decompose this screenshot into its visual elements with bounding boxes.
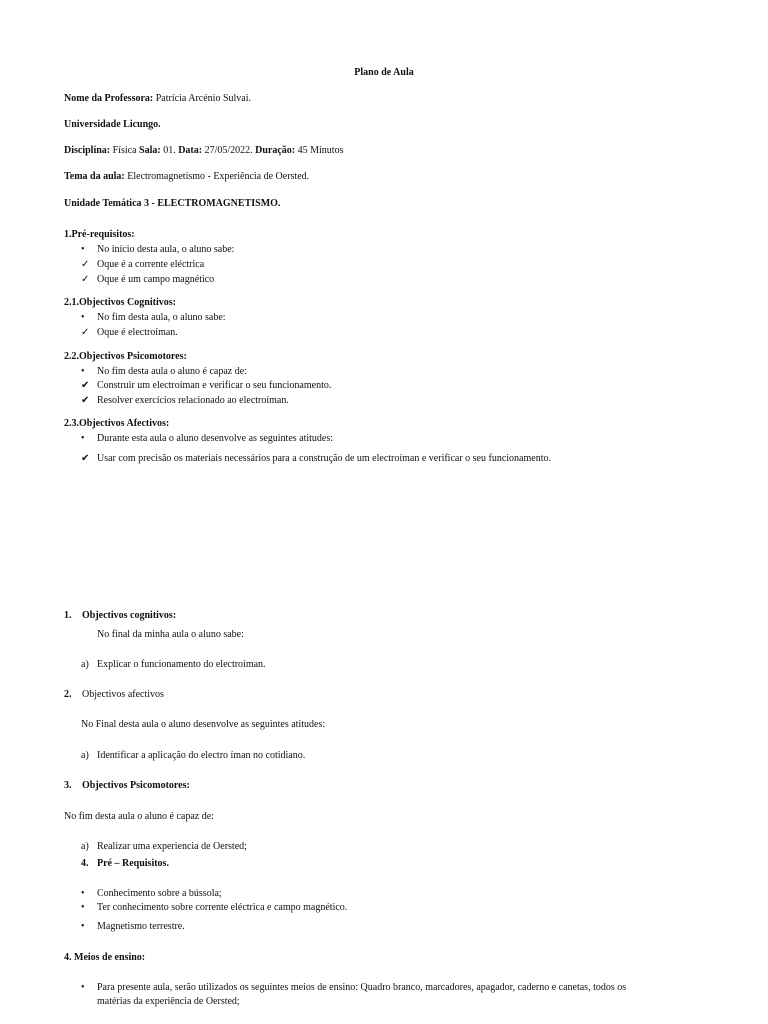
bullet-dot: • xyxy=(81,921,85,932)
psychomotor-heading: 2.2.Objectivos Psicomotores: xyxy=(64,351,187,362)
objective-2-number: 2. xyxy=(64,689,72,700)
objective-2-letter: a) xyxy=(81,750,89,761)
theme-value: Electromagnetismo - Experiência de Oersted. xyxy=(124,171,310,182)
objective-1-item: Explicar o funcionamento do electroíman. xyxy=(97,659,266,670)
objective-3-heading: Objectivos Psicomotores: xyxy=(82,780,190,791)
teacher-value: Patrícia Arcénio Sulvai. xyxy=(153,93,252,104)
bullet-dot: • xyxy=(81,366,85,377)
room-label: Sala: xyxy=(139,145,161,156)
room-value: 01. xyxy=(160,145,179,156)
objective-1-letter: a) xyxy=(81,659,89,670)
affective-heading: 2.3.Objectivos Afectivos: xyxy=(64,418,170,429)
cognitive-item: Oque é electroíman. xyxy=(97,327,178,338)
objective-1-intro: No final da minha aula o aluno sabe: xyxy=(97,629,244,640)
objective-3-number: 3. xyxy=(64,780,72,791)
affective-item: Durante esta aula o aluno desenvolve as seguintes atitudes: xyxy=(97,433,334,444)
prereq-item: Oque é um campo magnético xyxy=(97,274,215,285)
affective-item: Usar com precisão os materiais necessários para a construção de um electroíman e verificar o seu funcionamento. xyxy=(97,453,551,464)
check-mark-bold: ✔ xyxy=(81,380,90,391)
objective-3-intro: No fim desta aula o aluno é capaz de: xyxy=(64,811,214,822)
prerequisites-heading: Pré – Requisitos. xyxy=(97,858,169,869)
university-line: Universidade Licungo. xyxy=(64,119,161,130)
discipline-line xyxy=(64,144,343,157)
objective-1-number: 1. xyxy=(64,610,72,621)
teaching-means-line: Para presente aula, serão utilizados os seguintes meios de ensino: Quadro branco, marcadores, apagador, caderno e canetas, todos os xyxy=(97,982,627,993)
theme-line xyxy=(64,170,309,183)
prerequisite-item: Ter conhecimento sobre corrente eléctrica e campo magnético. xyxy=(97,902,348,913)
prerequisite-item: Conhecimento sobre a bússola; xyxy=(97,888,222,899)
teaching-means-heading: 4. Meios de ensino: xyxy=(64,952,146,963)
psychomotor-item: Construir um electroíman e verificar o seu funcionamento. xyxy=(97,380,332,391)
objective-2-item: Identificar a aplicação do electro íman no cotidiano. xyxy=(97,750,306,761)
duration-value: 45 Minutos xyxy=(295,145,344,156)
document-title: Plano de Aula xyxy=(354,67,414,78)
prereq-item: Oque é a corrente eléctrica xyxy=(97,259,205,270)
theme-label: Tema da aula: xyxy=(64,171,125,182)
objective-2-intro: No Final desta aula o aluno desenvolve as seguintes atitudes: xyxy=(81,719,326,730)
prerequisite-item: Magnetismo terrestre. xyxy=(97,921,185,932)
check-mark: ✓ xyxy=(81,274,90,285)
cognitive-item: No fim desta aula, o aluno sabe: xyxy=(97,312,226,323)
cognitive-heading: 2.1.Objectivos Cognitivos: xyxy=(64,297,176,308)
objective-3-item: Realizar uma experiencia de Oersted; xyxy=(97,841,247,852)
prerequisites-number: 4. xyxy=(81,858,89,869)
check-mark-bold: ✔ xyxy=(81,453,90,464)
discipline-label: Disciplina: xyxy=(64,145,111,156)
bullet-dot: • xyxy=(81,312,85,323)
date-value: 27/05/2022. xyxy=(202,145,256,156)
psychomotor-item: Resolver exercícios relacionado ao electroíman. xyxy=(97,395,289,406)
teaching-means-line: matérias da experiência de Oersted; xyxy=(97,996,240,1007)
bullet-dot: • xyxy=(81,244,85,255)
bullet-dot: • xyxy=(81,433,85,444)
objective-1-heading: Objectivos cognitivos: xyxy=(82,610,177,621)
bullet-dot: • xyxy=(81,982,85,993)
objective-3-letter: a) xyxy=(81,841,89,852)
teacher-label: Nome da Professora: xyxy=(64,93,154,104)
discipline-value: Física xyxy=(110,145,140,156)
bullet-dot: • xyxy=(81,888,85,899)
check-mark-bold: ✔ xyxy=(81,395,90,406)
duration-label: Duração: xyxy=(255,145,296,156)
bullet-dot: • xyxy=(81,902,85,913)
psychomotor-item: No fim desta aula o aluno é capaz de: xyxy=(97,366,247,377)
date-label: Data: xyxy=(178,145,203,156)
prereq-item: No início desta aula, o aluno sabe: xyxy=(97,244,235,255)
check-mark: ✓ xyxy=(81,259,90,270)
unit-line: Unidade Temática 3 - ELECTROMAGNETISMO. xyxy=(64,198,281,209)
prereq-heading: 1.Pré-requisitos: xyxy=(64,229,135,240)
check-mark: ✓ xyxy=(81,327,90,338)
objective-2-heading: Objectivos afectivos xyxy=(82,689,164,700)
teacher-line xyxy=(64,92,251,105)
